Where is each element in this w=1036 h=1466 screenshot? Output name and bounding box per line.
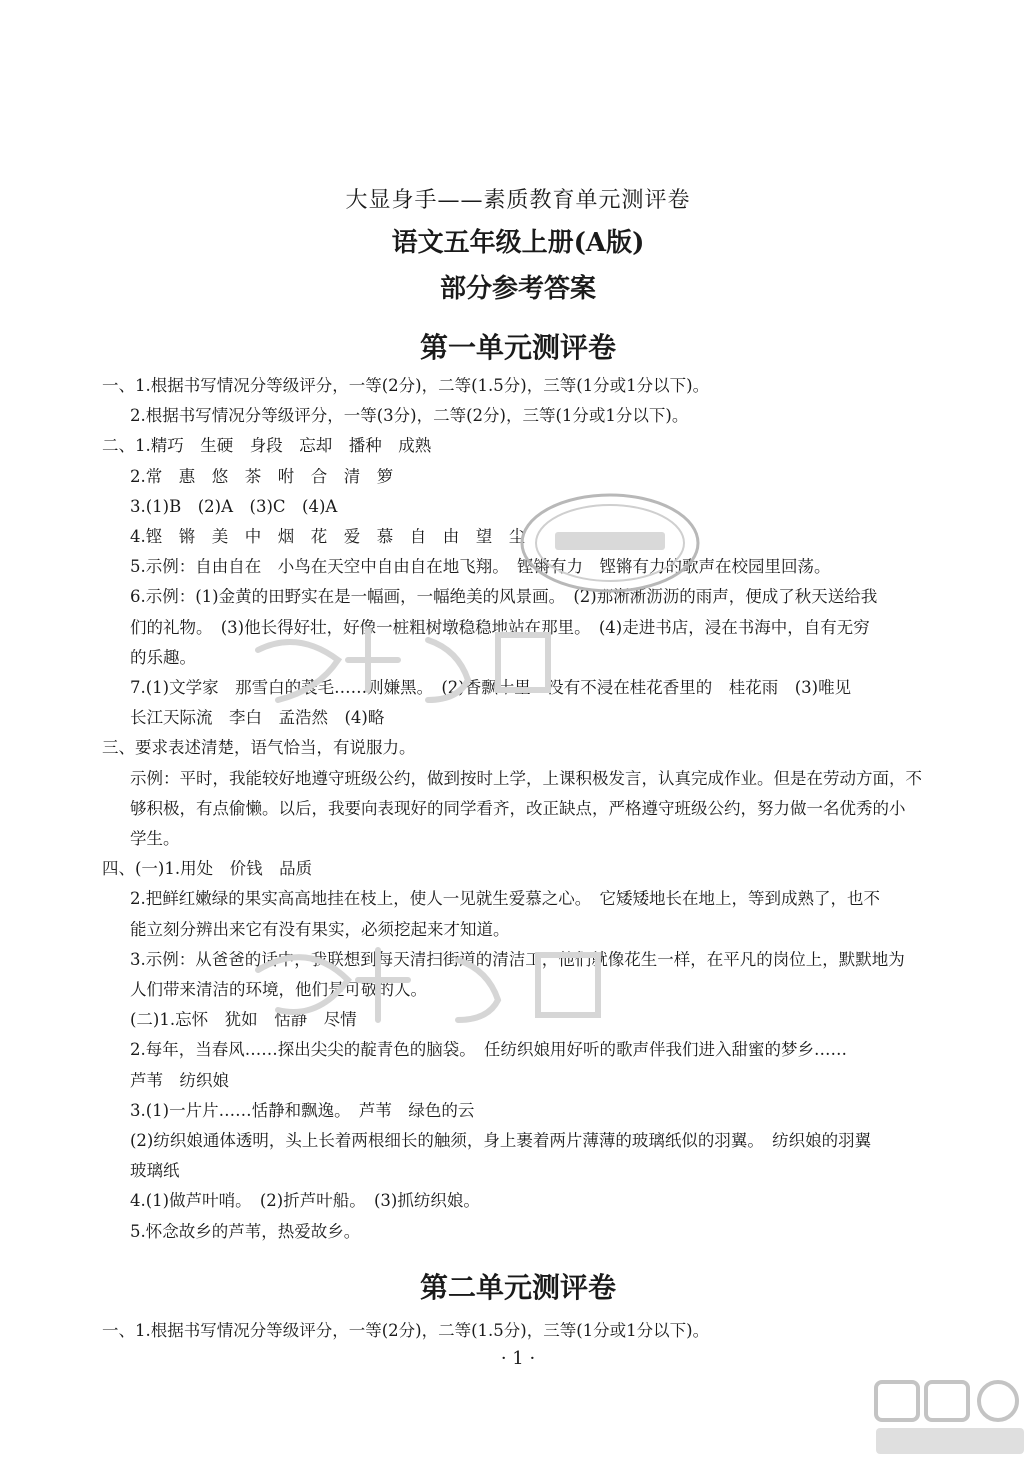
answer-line: (二)1.忘怀 犹如 恬静 尽情 — [130, 1010, 357, 1030]
answer-line: 7.(1)文学家 那雪白的蓑毛……则嫌黑。 (2)香飘十里 没有不浸在桂花香里的 桂花雨 (3)唯见 — [130, 678, 852, 697]
answer-line: 3.示例：从爸爸的话中，我联想到每天清扫街道的清洁工，他们就像花生一样，在平凡的岗位上，默默地为 — [130, 949, 905, 969]
answer-line: 3.(1)B (2)A (3)C (4)A — [130, 496, 338, 516]
answer-line: 6.示例：(1)金黄的田野实在是一幅画，一幅绝美的风景画。 (2)那淅淅沥沥的雨声，便成了秋天送给我 — [130, 587, 878, 607]
series-title: 大显身手——素质教育单元测评卷 — [345, 188, 691, 213]
answer-line: 能立刻分辨出来它有没有果实，必须挖起来才知道。 — [130, 919, 510, 939]
answer-line: 二、1.精巧 生硬 身段 忘却 播种 成熟 — [102, 436, 432, 456]
answer-line: 长江天际流 李白 孟浩然 (4)略 — [130, 708, 385, 728]
page-number: · 1 · — [500, 1348, 536, 1369]
answer-line: 2.根据书写情况分等级评分，一等(3分)，二等(2分)，三等(1分或1分以下)。 — [130, 406, 689, 426]
answer-line: 3.(1)一片片……恬静和飘逸。 芦苇 绿色的云 — [130, 1100, 475, 1120]
stamp-watermark — [515, 488, 705, 598]
center-watermark — [238, 610, 798, 1040]
answer-line: 5.示例：自由自在 小鸟在天空中自由自在地飞翔。 铿锵有力 铿锵有力的歌声在校园里回荡。 — [130, 557, 831, 577]
answer-line: 学生。 — [130, 829, 180, 848]
answer-line: 玻璃纸 — [130, 1161, 180, 1181]
site-logo-watermark — [870, 1378, 1030, 1460]
answer-line: 一、1.根据书写情况分等级评分，一等(2分)，二等(1.5分)，三等(1分或1分以下)。 — [102, 1321, 710, 1340]
answer-line: 三、要求表述清楚，语气恰当，有说服力。 — [102, 738, 416, 758]
answer-line: 们的礼物。 (3)他长得好壮，好像一桩粗树墩稳稳地站在那里。 (4)走进书店，浸在书海中，自有无穷 — [130, 617, 870, 637]
answer-line: 5.怀念故乡的芦苇，热爱故乡。 — [130, 1221, 361, 1241]
answer-line: 一、1.根据书写情况分等级评分，一等(2分)，二等(1.5分)，三等(1分或1分以下)。 — [102, 376, 710, 395]
unit1-heading: 第一单元测评卷 — [419, 331, 616, 364]
answer-line: (2)纺织娘通体透明，头上长着两根细长的触须，身上裹着两片薄薄的玻璃纸似的羽翼。 纺织娘的羽翼 — [130, 1131, 872, 1150]
answer-line: 的乐趣。 — [130, 647, 196, 667]
answer-line: 人们带来清洁的环境，他们是可敬的人。 — [130, 980, 427, 999]
answer-line: 四、(一)1.用处 价钱 品质 — [102, 859, 313, 879]
unit2-heading: 第二单元测评卷 — [419, 1271, 616, 1304]
answer-line: 4.(1)做芦叶哨。 (2)折芦叶船。 (3)抓纺织娘。 — [130, 1191, 480, 1211]
answer-line: 2.把鲜红嫩绿的果实高高地挂在枝上，使人一见就生爱慕之心。 它矮矮地长在地上，等到成熟了，也不 — [130, 889, 880, 909]
answer-line: 示例：平时，我能较好地遵守班级公约，做到按时上学，上课积极发言，认真完成作业。但是在劳动方面，不 — [130, 768, 922, 788]
answer-line: 芦苇 纺织娘 — [130, 1070, 229, 1090]
subject-title: 语文五年级上册(A版) — [391, 228, 645, 258]
answer-line: 2.每年，当春风……探出尖尖的靛青色的脑袋。 任纺织娘用好听的歌声伴我们进入甜蜜的梦乡…… — [130, 1040, 847, 1060]
document-title: 部分参考答案 — [439, 274, 596, 304]
answer-line: 够积极，有点偷懒。以后，我要向表现好的同学看齐，改正缺点，严格遵守班级公约，努力做一名优秀的小 — [130, 798, 906, 818]
answer-line: 4.铿 锵 美 中 烟 花 爱 慕 自 由 望 尘 — [130, 527, 526, 546]
answer-line: 2.常 惠 悠 茶 咐 合 清 箩 — [130, 466, 394, 486]
